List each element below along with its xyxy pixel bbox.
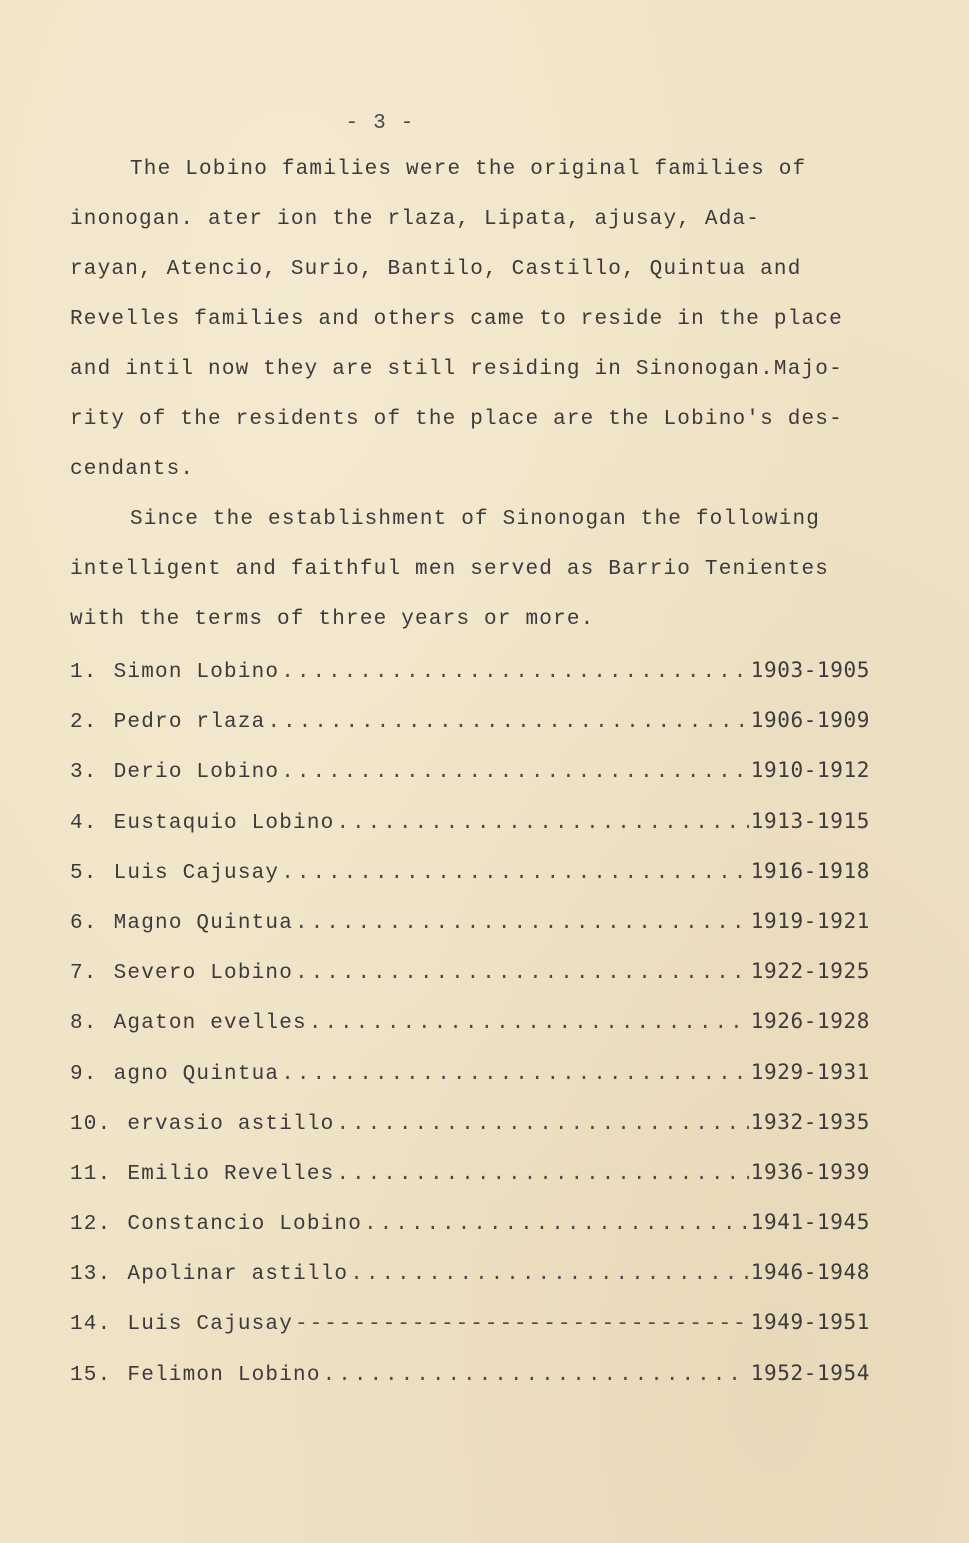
dot-leader	[281, 862, 749, 885]
list-item	[70, 1361, 870, 1411]
paragraph-line: Since the establishment of Sinonogan the following	[130, 508, 821, 531]
paragraph-line: rity of the residents of the place are the Lobino's des-	[70, 408, 843, 431]
dot-leader	[281, 1063, 749, 1086]
entry-number: 14.	[70, 1313, 112, 1337]
list-item	[70, 758, 870, 808]
tenientes-list	[70, 658, 870, 1411]
entry-name: Derio Lobino	[113, 761, 280, 785]
paragraph-line: cendants.	[70, 458, 195, 481]
list-item	[70, 959, 870, 1009]
paragraph-line: and intil now they are still residing in Sinonogan.Majo-	[70, 358, 843, 381]
entry-number: 12.	[70, 1213, 112, 1237]
paragraph-line: intelligent and faithful men served as Barrio Tenientes	[70, 558, 830, 581]
dot-leader	[336, 812, 748, 835]
entry-name: Emilio Revelles	[127, 1162, 335, 1186]
entry-years: 1906-1909	[750, 708, 870, 733]
entry-number: 10.	[70, 1112, 112, 1136]
entry-name: Constancio Lobino	[127, 1213, 363, 1237]
entry-name: Felimon Lobino	[127, 1363, 321, 1387]
entry-years: 1929-1931	[750, 1059, 870, 1084]
entry-number: 4.	[70, 811, 98, 835]
entry-number: 7.	[70, 962, 98, 986]
entry-name: Agaton evelles	[113, 1012, 307, 1036]
entry-years: 1903-1905	[750, 658, 870, 682]
entry-number: 2.	[70, 711, 98, 735]
paragraph-line: rayan, Atencio, Surio, Bantilo, Castillo, Quintua and	[70, 258, 802, 281]
page-number: - 3 -	[345, 112, 415, 135]
list-item	[70, 1060, 870, 1110]
list-item	[70, 658, 870, 708]
entry-years: 1932-1935	[750, 1109, 870, 1134]
entry-years: 1941-1945	[750, 1210, 870, 1235]
entry-name: Magno Quintua	[113, 911, 294, 935]
entry-years: 1949-1951	[750, 1310, 870, 1335]
paragraph-line: Revelles families and others came to reside in the place	[70, 308, 843, 331]
entry-name: ervasio astillo	[127, 1112, 335, 1136]
dot-leader	[323, 1364, 749, 1387]
list-item	[70, 1110, 870, 1160]
list-item	[70, 1160, 870, 1210]
dot-leader	[350, 1263, 749, 1286]
list-item	[70, 1210, 870, 1260]
entry-years: 1926-1928	[750, 1009, 870, 1034]
entry-name: Pedro rlaza	[113, 711, 266, 735]
entry-years: 1952-1954	[750, 1360, 870, 1385]
entry-number: 9.	[70, 1062, 98, 1086]
list-item	[70, 909, 870, 959]
dot-leader	[281, 661, 749, 684]
dot-leader	[336, 1163, 748, 1186]
entry-name: agno Quintua	[113, 1062, 280, 1086]
list-item	[70, 859, 870, 909]
list-item	[70, 708, 870, 758]
dot-leader	[267, 711, 748, 734]
dot-leader	[281, 761, 749, 784]
entry-name: Luis Cajusay	[127, 1313, 294, 1337]
entry-name: Luis Cajusay	[113, 861, 280, 885]
dot-leader	[295, 912, 749, 935]
dot-leader	[309, 1012, 749, 1035]
entry-number: 1.	[70, 661, 98, 684]
entry-years: 1922-1925	[750, 959, 870, 984]
entry-name: Severo Lobino	[113, 962, 294, 986]
entry-years: 1910-1912	[750, 758, 870, 783]
entry-number: 8.	[70, 1012, 98, 1036]
entry-number: 3.	[70, 761, 98, 785]
entry-years: 1916-1918	[750, 858, 870, 883]
entry-name: Apolinar astillo	[127, 1263, 349, 1287]
entry-years: 1913-1915	[750, 808, 870, 833]
list-item	[70, 1310, 870, 1360]
list-item	[70, 809, 870, 859]
entry-number: 13.	[70, 1263, 112, 1287]
entry-number: 6.	[70, 911, 98, 935]
entry-name: Eustaquio Lobino	[113, 811, 335, 835]
dot-leader	[295, 962, 749, 985]
entry-number: 15.	[70, 1363, 112, 1387]
entry-number: 11.	[70, 1162, 112, 1186]
entry-years: 1946-1948	[750, 1260, 870, 1285]
entry-number: 5.	[70, 861, 98, 885]
paragraph-line: inonogan. ater ion the rlaza, Lipata, ajusay, Ada-	[70, 208, 761, 231]
dash-leader	[295, 1313, 749, 1336]
list-item	[70, 1009, 870, 1059]
dot-leader	[364, 1213, 749, 1236]
list-item	[70, 1260, 870, 1310]
entry-name: Simon Lobino	[113, 661, 280, 684]
paragraph-line: with the terms of three years or more.	[70, 608, 595, 631]
paragraph-line: The Lobino families were the original families of	[130, 158, 807, 181]
entry-years: 1936-1939	[750, 1159, 870, 1184]
entry-years: 1919-1921	[750, 908, 870, 933]
dot-leader	[336, 1113, 748, 1136]
